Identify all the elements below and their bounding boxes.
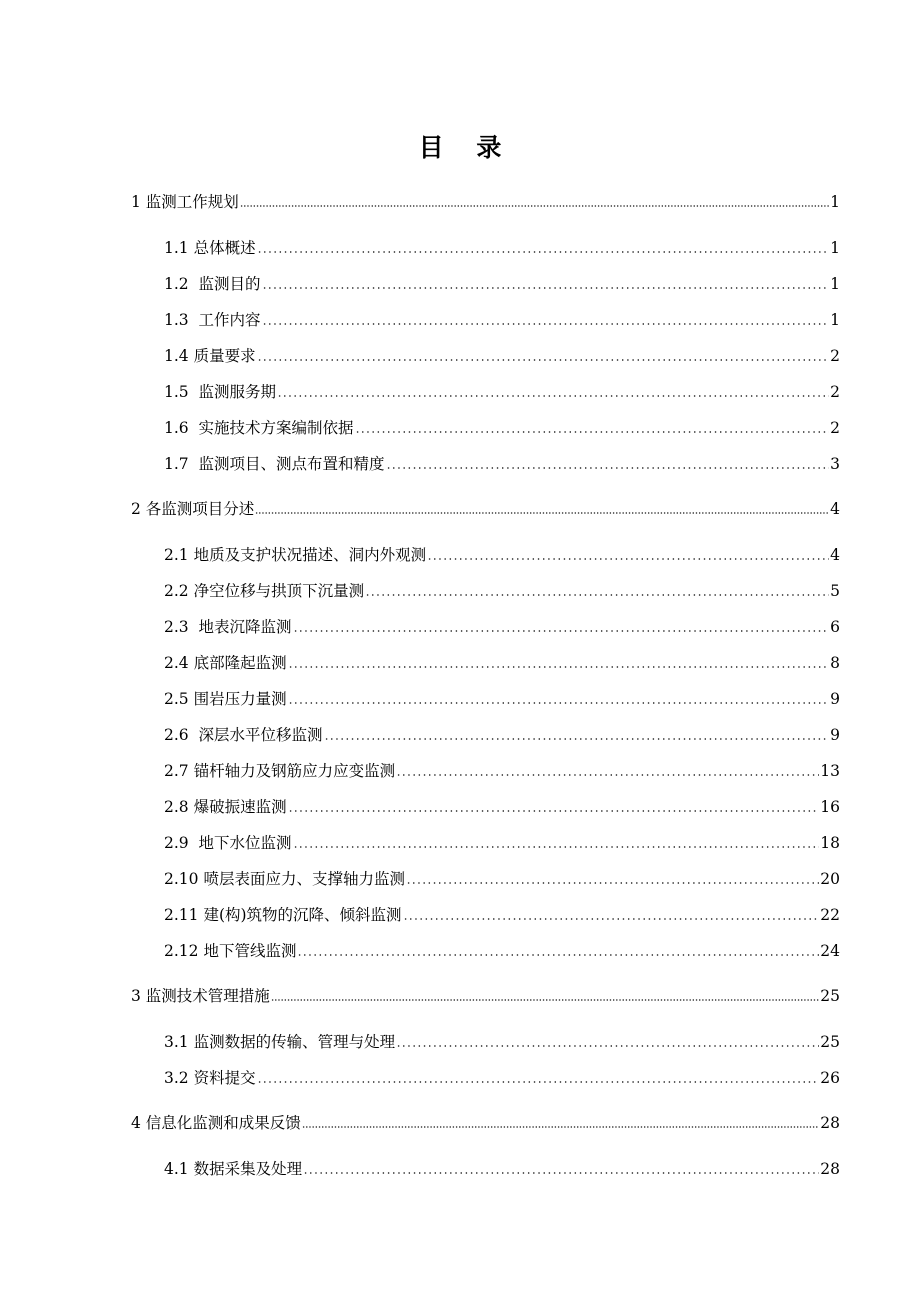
toc-entry-page: 1 xyxy=(830,275,840,293)
toc-entry-label: 3 监测技术管理措施 xyxy=(131,987,270,1005)
toc-entry-page: 18 xyxy=(820,834,840,852)
toc-entry[interactable] xyxy=(164,308,840,332)
toc-dot-leader xyxy=(262,287,830,289)
toc-dot-leader xyxy=(288,702,830,704)
toc-dot-leader xyxy=(297,954,819,956)
toc-entry[interactable] xyxy=(164,903,840,927)
toc-dot-leader xyxy=(406,882,819,884)
toc-entry[interactable] xyxy=(164,687,840,711)
toc-entry-label: 4.1 数据采集及处理 xyxy=(164,1160,303,1178)
toc-entry-label: 2.5 围岩压力量测 xyxy=(164,690,287,708)
toc-entry-page: 24 xyxy=(820,942,840,960)
toc-entry[interactable] xyxy=(164,579,840,603)
toc-entry-label: 1.3 工作内容 xyxy=(164,311,261,329)
toc-entry[interactable] xyxy=(164,344,840,368)
toc-entry-page: 3 xyxy=(830,455,840,473)
toc-entry-page: 25 xyxy=(820,1033,840,1051)
toc-entry[interactable] xyxy=(164,939,840,963)
toc-entry[interactable] xyxy=(164,759,840,783)
toc-entry[interactable] xyxy=(131,497,840,521)
toc-entry-label: 2 各监测项目分述 xyxy=(131,500,255,518)
toc-entry[interactable] xyxy=(164,380,840,404)
toc-entry[interactable] xyxy=(164,795,840,819)
toc-entry-page: 4 xyxy=(830,500,840,518)
toc-entry[interactable] xyxy=(164,1030,840,1054)
toc-entry[interactable] xyxy=(131,1111,840,1135)
toc-dot-leader xyxy=(257,1081,820,1083)
toc-dot-leader xyxy=(271,999,819,1001)
toc-entry-label: 1.1 总体概述 xyxy=(164,239,256,257)
toc-dot-leader xyxy=(277,395,829,397)
toc-dot-leader xyxy=(262,323,830,325)
toc-entry-label: 2.4 底部隆起监测 xyxy=(164,654,287,672)
toc-title: 目 录 xyxy=(418,133,514,162)
toc-entry-label: 1.2 监测目的 xyxy=(164,275,261,293)
toc-entry-label: 2.11 建(构)筑物的沉降、倾斜监测 xyxy=(164,906,402,924)
toc-entry-label: 1.4 质量要求 xyxy=(164,347,256,365)
toc-entry-label: 2.8 爆破振速监测 xyxy=(164,798,287,816)
toc-entry-page: 22 xyxy=(820,906,840,924)
toc-dot-leader xyxy=(365,594,829,596)
toc-entry[interactable] xyxy=(131,190,840,214)
toc-entry[interactable] xyxy=(164,1157,840,1181)
toc-dot-leader xyxy=(257,359,830,361)
toc-dot-leader xyxy=(240,205,829,207)
toc-entry-page: 25 xyxy=(820,987,840,1005)
toc-dot-leader xyxy=(257,251,830,253)
toc-entry-page: 6 xyxy=(830,618,840,636)
toc-entry[interactable] xyxy=(164,272,840,296)
toc-entry-label: 3.1 监测数据的传输、管理与处理 xyxy=(164,1033,396,1051)
toc-entry[interactable] xyxy=(164,651,840,675)
toc-entry-page: 8 xyxy=(830,654,840,672)
toc-entry-label: 2.2 净空位移与拱顶下沉量测 xyxy=(164,582,365,600)
toc-entry-page: 26 xyxy=(820,1069,840,1087)
toc-entry[interactable] xyxy=(164,867,840,891)
toc-dot-leader xyxy=(427,558,829,560)
toc-entry-label: 3.2 资料提交 xyxy=(164,1069,256,1087)
toc-entry-label: 2.9 地下水位监测 xyxy=(164,834,292,852)
toc-entry-label: 2.10 喷层表面应力、支撑轴力监测 xyxy=(164,870,405,888)
toc-entry-page: 28 xyxy=(820,1114,840,1132)
toc-dot-leader xyxy=(293,630,830,632)
toc-entry-page: 13 xyxy=(820,762,840,780)
toc-dot-leader xyxy=(355,431,830,433)
toc-entry-page: 20 xyxy=(820,870,840,888)
toc-dot-leader xyxy=(386,467,830,469)
toc-entry[interactable] xyxy=(164,615,840,639)
toc-entry[interactable] xyxy=(164,452,840,476)
toc-entry[interactable] xyxy=(164,723,840,747)
toc-entry-page: 2 xyxy=(830,419,840,437)
toc-dot-leader xyxy=(302,1126,819,1128)
toc-entry-page: 9 xyxy=(830,726,840,744)
toc-entry-page: 1 xyxy=(830,239,840,257)
toc-entry-label: 2.12 地下管线监测 xyxy=(164,942,297,960)
toc-entry-label: 2.3 地表沉降监测 xyxy=(164,618,292,636)
toc-entry-page: 1 xyxy=(830,311,840,329)
toc-dot-leader xyxy=(288,810,820,812)
toc-dot-leader xyxy=(396,1045,819,1047)
toc-dot-leader xyxy=(293,846,820,848)
toc-entry-page: 2 xyxy=(830,347,840,365)
toc-entry[interactable] xyxy=(164,236,840,260)
toc-entry-page: 4 xyxy=(830,546,840,564)
toc-entry-page: 2 xyxy=(830,383,840,401)
toc-entry[interactable] xyxy=(164,543,840,567)
toc-dot-leader xyxy=(324,738,830,740)
toc-entry-page: 9 xyxy=(830,690,840,708)
toc-entry-page: 28 xyxy=(820,1160,840,1178)
toc-entry[interactable] xyxy=(164,831,840,855)
toc-dot-leader xyxy=(403,918,820,920)
toc-entry[interactable] xyxy=(131,984,840,1008)
toc-dot-leader xyxy=(288,666,830,668)
toc-entry-page: 16 xyxy=(820,798,840,816)
toc-entry-label: 1.7 监测项目、测点布置和精度 xyxy=(164,455,385,473)
toc-dot-leader xyxy=(303,1172,819,1174)
toc-entry-label: 1.5 监测服务期 xyxy=(164,383,277,401)
toc-entry-label: 1.6 实施技术方案编制依据 xyxy=(164,419,354,437)
toc-entry[interactable] xyxy=(164,1066,840,1090)
toc-entry-page: 5 xyxy=(830,582,840,600)
toc-entry-label: 2.7 锚杆轴力及钢筋应力应变监测 xyxy=(164,762,396,780)
toc-entry-label: 2.1 地质及支护状况描述、洞内外观测 xyxy=(164,546,427,564)
toc-entry-page: 1 xyxy=(830,193,840,211)
toc-entry-label: 4 信息化监测和成果反馈 xyxy=(131,1114,301,1132)
toc-dot-leader xyxy=(255,512,829,514)
toc-entry-label: 1 监测工作规划 xyxy=(131,193,239,211)
toc-entry[interactable] xyxy=(164,416,840,440)
toc-entry-label: 2.6 深层水平位移监测 xyxy=(164,726,323,744)
toc-dot-leader xyxy=(396,774,819,776)
